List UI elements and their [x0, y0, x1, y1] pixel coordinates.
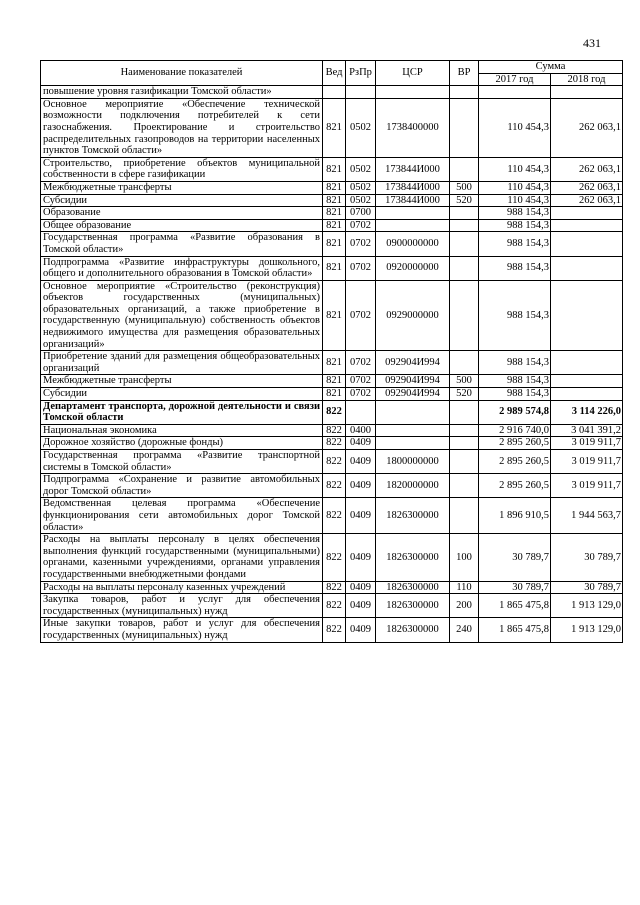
cell-sum-2018: 1 944 563,7 [551, 498, 623, 534]
cell-ved: 821 [323, 207, 346, 220]
cell-sum-2017: 988 154,3 [479, 280, 551, 351]
table-row [41, 194, 623, 207]
table-body [41, 86, 623, 642]
cell-csr [376, 86, 450, 99]
cell-sum-2018: 3 041 391,2 [551, 424, 623, 437]
table-row [41, 98, 623, 157]
cell-rzpr: 0502 [346, 157, 376, 181]
cell-sum-2017: 2 989 574,8 [479, 400, 551, 424]
cell-vr [450, 351, 479, 375]
cell-name: Строительство, приобретение объектов муниципальной собственности в сфере газификации [41, 157, 323, 181]
cell-ved: 821 [323, 98, 346, 157]
cell-name: Национальная экономика [41, 424, 323, 437]
cell-sum-2017: 110 454,3 [479, 181, 551, 194]
cell-rzpr [346, 86, 376, 99]
table-row [41, 181, 623, 194]
cell-name: Ведомственная целевая программа «Обеспечение функционирования сети автомобильных дорог Томской области» [41, 498, 323, 534]
table-row [41, 351, 623, 375]
cell-sum-2017: 988 154,3 [479, 232, 551, 256]
header-csr: ЦСР [376, 61, 450, 86]
cell-sum-2017: 30 789,7 [479, 534, 551, 581]
cell-csr: 1738400000 [376, 98, 450, 157]
table-row [41, 207, 623, 220]
cell-vr: 500 [450, 375, 479, 388]
table-row [41, 232, 623, 256]
cell-sum-2018 [551, 232, 623, 256]
cell-sum-2018 [551, 351, 623, 375]
cell-rzpr: 0409 [346, 618, 376, 642]
table-row [41, 474, 623, 498]
cell-sum-2017: 988 154,3 [479, 351, 551, 375]
cell-csr: 0900000000 [376, 232, 450, 256]
cell-sum-2017: 988 154,3 [479, 375, 551, 388]
cell-sum-2018: 3 019 911,7 [551, 450, 623, 474]
table-row [41, 280, 623, 351]
table-row [41, 437, 623, 450]
cell-rzpr: 0502 [346, 194, 376, 207]
cell-vr: 240 [450, 618, 479, 642]
table-row [41, 581, 623, 594]
cell-vr [450, 256, 479, 280]
header-name: Наименование показателей [41, 61, 323, 86]
cell-ved: 822 [323, 474, 346, 498]
cell-csr: 1820000000 [376, 474, 450, 498]
cell-sum-2018: 3 019 911,7 [551, 474, 623, 498]
cell-csr [376, 400, 450, 424]
cell-csr: 0920000000 [376, 256, 450, 280]
cell-vr [450, 98, 479, 157]
cell-csr: 1826300000 [376, 534, 450, 581]
cell-sum-2018 [551, 86, 623, 99]
header-rzpr: РзПр [346, 61, 376, 86]
table-row [41, 388, 623, 401]
table-row [41, 450, 623, 474]
cell-sum-2018: 262 063,1 [551, 181, 623, 194]
cell-ved: 821 [323, 194, 346, 207]
cell-vr [450, 498, 479, 534]
table-row [41, 219, 623, 232]
header-ved: Вед [323, 61, 346, 86]
cell-rzpr: 0702 [346, 232, 376, 256]
cell-vr [450, 86, 479, 99]
cell-sum-2017: 2 895 260,5 [479, 437, 551, 450]
cell-name: Расходы на выплаты персоналу казенных учреждений [41, 581, 323, 594]
cell-sum-2017 [479, 86, 551, 99]
cell-rzpr [346, 400, 376, 424]
header-vr: ВР [450, 61, 479, 86]
cell-sum-2017: 110 454,3 [479, 157, 551, 181]
cell-sum-2017: 2 895 260,5 [479, 450, 551, 474]
cell-ved: 822 [323, 498, 346, 534]
cell-ved: 822 [323, 400, 346, 424]
cell-sum-2017: 110 454,3 [479, 98, 551, 157]
cell-vr [450, 400, 479, 424]
cell-ved: 821 [323, 280, 346, 351]
cell-rzpr: 0409 [346, 498, 376, 534]
cell-sum-2017: 2 916 740,0 [479, 424, 551, 437]
cell-vr: 520 [450, 388, 479, 401]
table-row [41, 424, 623, 437]
cell-sum-2017: 988 154,3 [479, 207, 551, 220]
cell-name: Общее образование [41, 219, 323, 232]
cell-vr [450, 437, 479, 450]
cell-rzpr: 0702 [346, 351, 376, 375]
cell-csr: 1826300000 [376, 581, 450, 594]
cell-ved: 821 [323, 219, 346, 232]
table-row [41, 400, 623, 424]
cell-rzpr: 0409 [346, 594, 376, 618]
cell-ved: 821 [323, 375, 346, 388]
cell-ved: 822 [323, 450, 346, 474]
cell-csr [376, 219, 450, 232]
cell-csr: 092904И994 [376, 351, 450, 375]
cell-rzpr: 0400 [346, 424, 376, 437]
cell-rzpr: 0702 [346, 280, 376, 351]
cell-rzpr: 0409 [346, 534, 376, 581]
cell-sum-2018: 3 114 226,0 [551, 400, 623, 424]
table-row [41, 157, 623, 181]
cell-name: повышение уровня газификации Томской области» [41, 86, 323, 99]
cell-rzpr: 0409 [346, 581, 376, 594]
cell-csr: 1826300000 [376, 618, 450, 642]
cell-vr: 520 [450, 194, 479, 207]
cell-sum-2017: 988 154,3 [479, 256, 551, 280]
cell-sum-2018: 30 789,7 [551, 581, 623, 594]
cell-sum-2018: 1 913 129,0 [551, 618, 623, 642]
cell-vr [450, 474, 479, 498]
cell-vr [450, 424, 479, 437]
cell-ved [323, 86, 346, 99]
cell-name: Приобретение зданий для размещения общеобразовательных организаций [41, 351, 323, 375]
cell-ved: 821 [323, 232, 346, 256]
cell-csr: 173844И000 [376, 181, 450, 194]
cell-name: Государственная программа «Развитие образования в Томской области» [41, 232, 323, 256]
cell-sum-2017: 30 789,7 [479, 581, 551, 594]
cell-name: Расходы на выплаты персоналу в целях обеспечения выполнения функций государственными (муниципальными) органами, казенными учреждениями, органами управления государственными внебюджетными фондами [41, 534, 323, 581]
cell-sum-2018 [551, 280, 623, 351]
cell-name: Иные закупки товаров, работ и услуг для обеспечения государственных (муниципальных) нужд [41, 618, 323, 642]
cell-rzpr: 0409 [346, 437, 376, 450]
cell-sum-2017: 988 154,3 [479, 388, 551, 401]
header-year-2017: 2017 год [479, 73, 551, 86]
cell-vr [450, 219, 479, 232]
cell-csr: 173844И000 [376, 194, 450, 207]
cell-vr [450, 450, 479, 474]
cell-ved: 822 [323, 618, 346, 642]
cell-sum-2018: 262 063,1 [551, 98, 623, 157]
cell-csr: 1826300000 [376, 594, 450, 618]
cell-name: Образование [41, 207, 323, 220]
cell-sum-2018: 3 019 911,7 [551, 437, 623, 450]
cell-sum-2017: 988 154,3 [479, 219, 551, 232]
cell-csr: 1826300000 [376, 498, 450, 534]
cell-name: Межбюджетные трансферты [41, 181, 323, 194]
cell-ved: 822 [323, 534, 346, 581]
cell-sum-2018: 262 063,1 [551, 157, 623, 181]
cell-ved: 821 [323, 388, 346, 401]
cell-ved: 821 [323, 256, 346, 280]
cell-vr: 500 [450, 181, 479, 194]
table-row [41, 256, 623, 280]
cell-rzpr: 0502 [346, 181, 376, 194]
cell-ved: 822 [323, 437, 346, 450]
table-row [41, 534, 623, 581]
cell-sum-2018 [551, 256, 623, 280]
cell-vr: 100 [450, 534, 479, 581]
cell-vr [450, 207, 479, 220]
cell-sum-2018: 262 063,1 [551, 194, 623, 207]
cell-name: Подпрограмма «Сохранение и развитие автомобильных дорог Томской области» [41, 474, 323, 498]
cell-csr: 173844И000 [376, 157, 450, 181]
cell-sum-2018: 30 789,7 [551, 534, 623, 581]
budget-table [40, 60, 623, 643]
cell-name: Подпрограмма «Развитие инфраструктуры дошкольного, общего и дополнительного образования в Томской области» [41, 256, 323, 280]
cell-vr: 200 [450, 594, 479, 618]
cell-rzpr: 0409 [346, 474, 376, 498]
header-year-2018: 2018 год [551, 73, 623, 86]
cell-csr: 092904И994 [376, 375, 450, 388]
cell-sum-2018 [551, 219, 623, 232]
cell-ved: 822 [323, 594, 346, 618]
cell-ved: 822 [323, 581, 346, 594]
cell-name: Закупка товаров, работ и услуг для обеспечения государственных (муниципальных) нужд [41, 594, 323, 618]
cell-csr: 092904И994 [376, 388, 450, 401]
cell-rzpr: 0409 [346, 450, 376, 474]
cell-rzpr: 0702 [346, 375, 376, 388]
cell-name: Дорожное хозяйство (дорожные фонды) [41, 437, 323, 450]
cell-vr [450, 157, 479, 181]
cell-name: Субсидии [41, 388, 323, 401]
cell-sum-2018 [551, 388, 623, 401]
table-row [41, 618, 623, 642]
table-row [41, 375, 623, 388]
cell-name: Государственная программа «Развитие транспортной системы в Томской области» [41, 450, 323, 474]
cell-vr: 110 [450, 581, 479, 594]
cell-name: Субсидии [41, 194, 323, 207]
cell-name: Основное мероприятие «Строительство (реконструкция) объектов государственных (муниципальных) образовательных организаций, а также приобретение в государственную (муниципальную) собственность объектов недвижимого имущества для размещения образовательных организаций» [41, 280, 323, 351]
cell-csr [376, 437, 450, 450]
cell-ved: 821 [323, 181, 346, 194]
cell-sum-2017: 110 454,3 [479, 194, 551, 207]
cell-sum-2017: 1 896 910,5 [479, 498, 551, 534]
cell-name: Основное мероприятие «Обеспечение технической возможности подключения потребителей к сети газоснабжения. Проектирование и строительство распределительных газопроводов на территории населенных пунктов Томской области» [41, 98, 323, 157]
cell-csr [376, 424, 450, 437]
cell-sum-2018 [551, 207, 623, 220]
cell-ved: 822 [323, 424, 346, 437]
cell-sum-2018: 1 913 129,0 [551, 594, 623, 618]
table-row [41, 498, 623, 534]
cell-rzpr: 0702 [346, 388, 376, 401]
cell-name: Межбюджетные трансферты [41, 375, 323, 388]
cell-rzpr: 0702 [346, 219, 376, 232]
page-number: 431 [583, 36, 601, 50]
header-sum: Сумма [479, 61, 623, 74]
cell-sum-2018 [551, 375, 623, 388]
cell-rzpr: 0702 [346, 256, 376, 280]
cell-sum-2017: 1 865 475,8 [479, 618, 551, 642]
cell-csr: 0929000000 [376, 280, 450, 351]
cell-rzpr: 0502 [346, 98, 376, 157]
cell-csr [376, 207, 450, 220]
table-row [41, 594, 623, 618]
table-row [41, 86, 623, 99]
cell-ved: 821 [323, 351, 346, 375]
cell-name: Департамент транспорта, дорожной деятельности и связи Томской области [41, 400, 323, 424]
cell-vr [450, 280, 479, 351]
cell-ved: 821 [323, 157, 346, 181]
cell-rzpr: 0700 [346, 207, 376, 220]
cell-sum-2017: 2 895 260,5 [479, 474, 551, 498]
cell-sum-2017: 1 865 475,8 [479, 594, 551, 618]
cell-csr: 1800000000 [376, 450, 450, 474]
cell-vr [450, 232, 479, 256]
